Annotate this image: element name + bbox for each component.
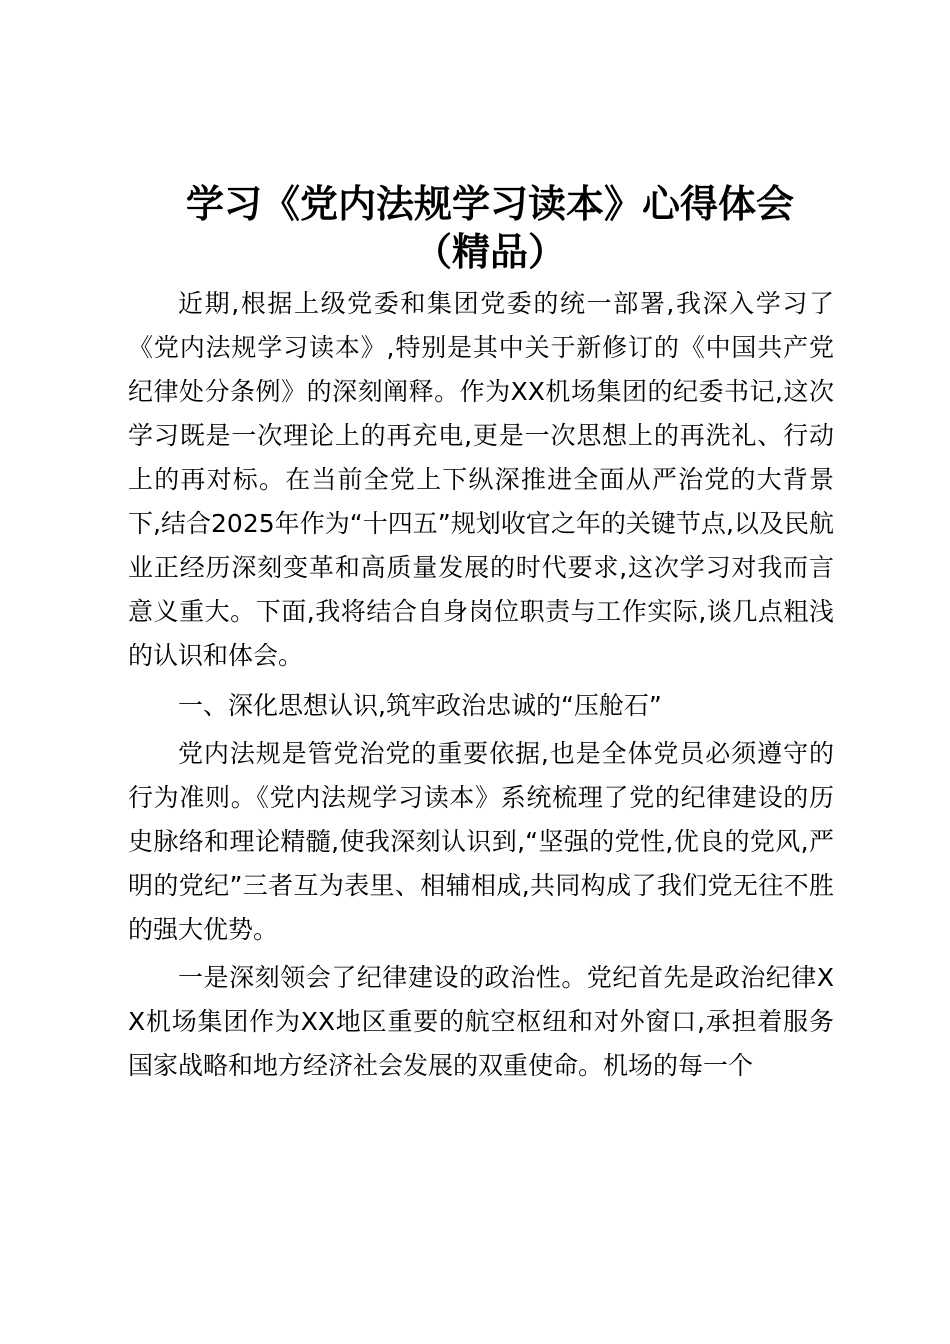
document-body (128, 282, 834, 1088)
paragraph-section-1: 党内法规是管党治党的重要依据,也是全体党员必须遵守的行为准则。《党内法规学习读本》系统梳理了党的纪律建设的历史脉络和理论精髓,使我深刻认识到,“坚强的党性,优良的党风,严明的党纪”三者互为表里、相辅相成,共同构成了我们党无往不胜的强大优势。 (128, 739, 834, 944)
paragraph-intro: 近期,根据上级党委和集团党委的统一部署,我深入学习了《党内法规学习读本》,特别是其中关于新修订的《中国共产党纪律处分条例》的深刻阐释。作为XX机场集团的纪委书记,这次学习既是一次理论上的再充电,更是一次思想上的再洗礼、行动上的再对标。在当前全党上下纵深推进全面从严治党的大背景下,结合2025年作为“十四五”规划收官之年的关键节点,以及民航业正经历深刻变革和高质量发展的时代要求,这次学习对我而言意义重大。下面,我将结合自身岗位职责与工作实际,谈几点粗浅的认识和体会。 (128, 289, 834, 670)
title-line-1: 学习《党内法规学习读本》心得体会 (185, 181, 794, 226)
section-heading-1: 一、深化思想认识,筑牢政治忠诚的“压舱石” (178, 691, 662, 720)
paragraph-point-1: 一是深刻领会了纪律建设的政治性。党纪首先是政治纪律XX机场集团作为XX地区重要的航空枢纽和对外窗口,承担着服务国家战略和地方经济社会发展的双重使命。机场的每一个 (128, 963, 834, 1080)
title-line-2: （精品） (413, 229, 566, 274)
document-title (100, 180, 880, 276)
